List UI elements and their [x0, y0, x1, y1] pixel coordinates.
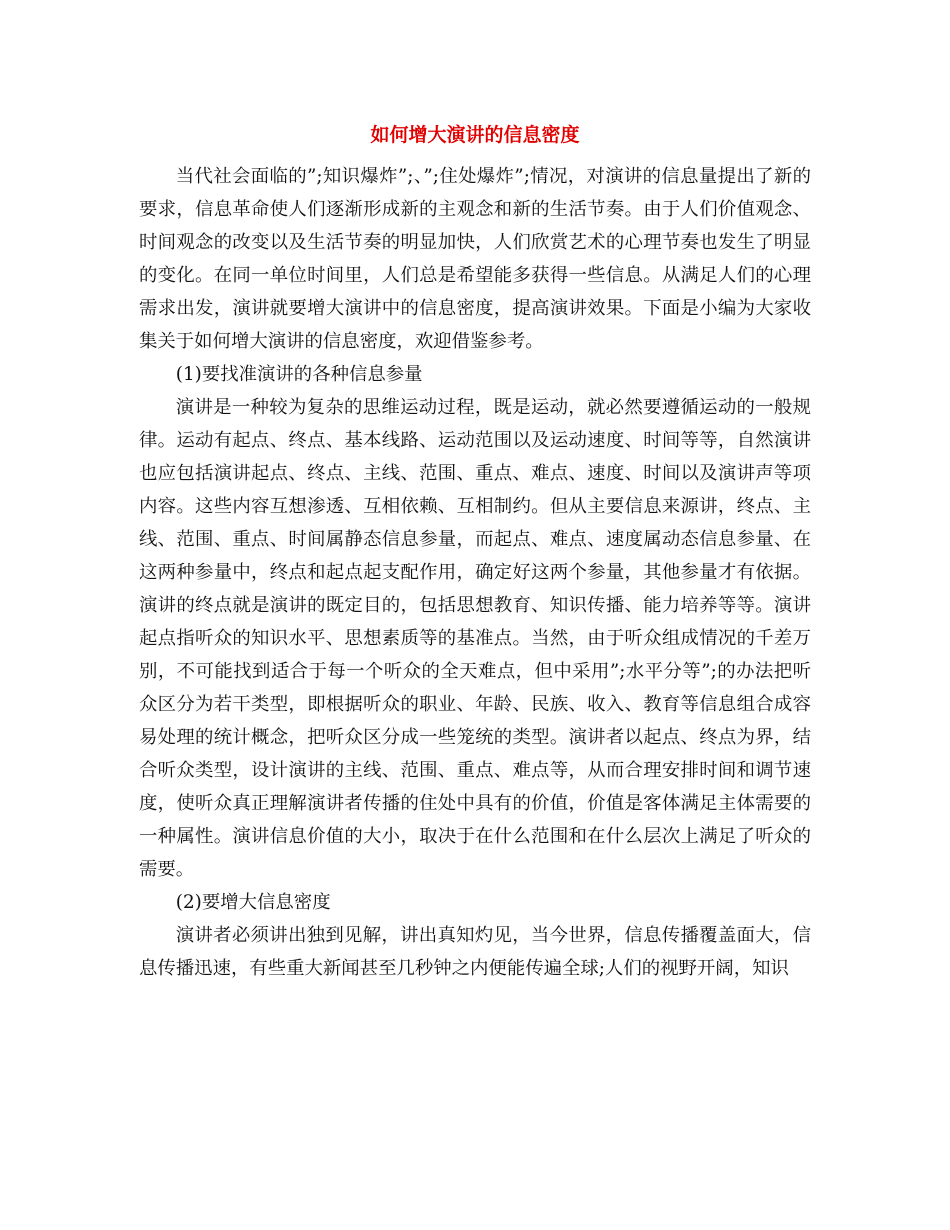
document-title: 如何增大演讲的信息密度 — [370, 124, 580, 146]
section-1-paragraph: 演讲是一种较为复杂的思维运动过程，既是运动，就必然要遵循运动的一般规律。运动有起点、终点、基本线路、运动范围以及运动速度、时间等等，自然演讲也应包括演讲起点、终点、主线、范围、重点、难点、速度、时间以及演讲声等项内容。这些内容互想渗透、互相依赖、互相制约。但从主要信息来源讲，终点、主线、范围、重点、时间属静态信息参量，而起点、难点、速度属动态信息参量、在这两种参量中，终点和起点起支配作用，确定好这两个参量，其他参量才有依据。演讲的终点就是演讲的既定目的，包括思想教育、知识传播、能力培养等等。演讲起点指听众的知识水平、思想素质等的基准点。当然，由于听众组成情况的千差万别，不可能找到适合于每一个听众的全天难点，但中采用”;水平分等”;的办法把听众区分为若干类型，即根据听众的职业、年龄、民族、收入、教育等信息组合成容易处理的统计概念，把听众区分成一些笼统的类型。演讲者以起点、终点为界，结合听众类型，设计演讲的主线、范围、重点、难点等，从而合理安排时间和调节速度，使听众真正理解演讲者传播的住处中具有的价值，价值是客体满足主体需要的一种属性。演讲信息价值的大小，取决于在什么范围和在什么层次上满足了听众的需要。 — [139, 397, 811, 880]
intro-paragraph: 当代社会面临的”;知识爆炸”;、”;住处爆炸”;情况，对演讲的信息量提出了新的要求，信息革命使人们逐渐形成新的主观念和新的生活节奏。由于人们价值观念、时间观念的改变以及生活节奏的明显加快，人们欣赏艺术的心理节奏也发生了明显的变化。在同一单位时间里，人们总是希望能多获得一些信息。从满足人们的心理需求出发，演讲就要增大演讲中的信息密度，提高演讲效果。下面是小编为大家收集关于如何增大演讲的信息密度，欢迎借鉴参考。 — [139, 166, 811, 352]
section-heading-1: (1)要找准演讲的各种信息参量 — [175, 364, 423, 385]
document-body — [139, 160, 811, 985]
section-2-paragraph: 演讲者必须讲出独到见解，讲出真知灼见，当今世界，信息传播覆盖面大，信息传播迅速，有些重大新闻甚至几秒钟之内便能传遍全球;人们的视野开阔，知识 — [139, 925, 811, 979]
section-heading-2: (2)要增大信息密度 — [175, 892, 331, 913]
